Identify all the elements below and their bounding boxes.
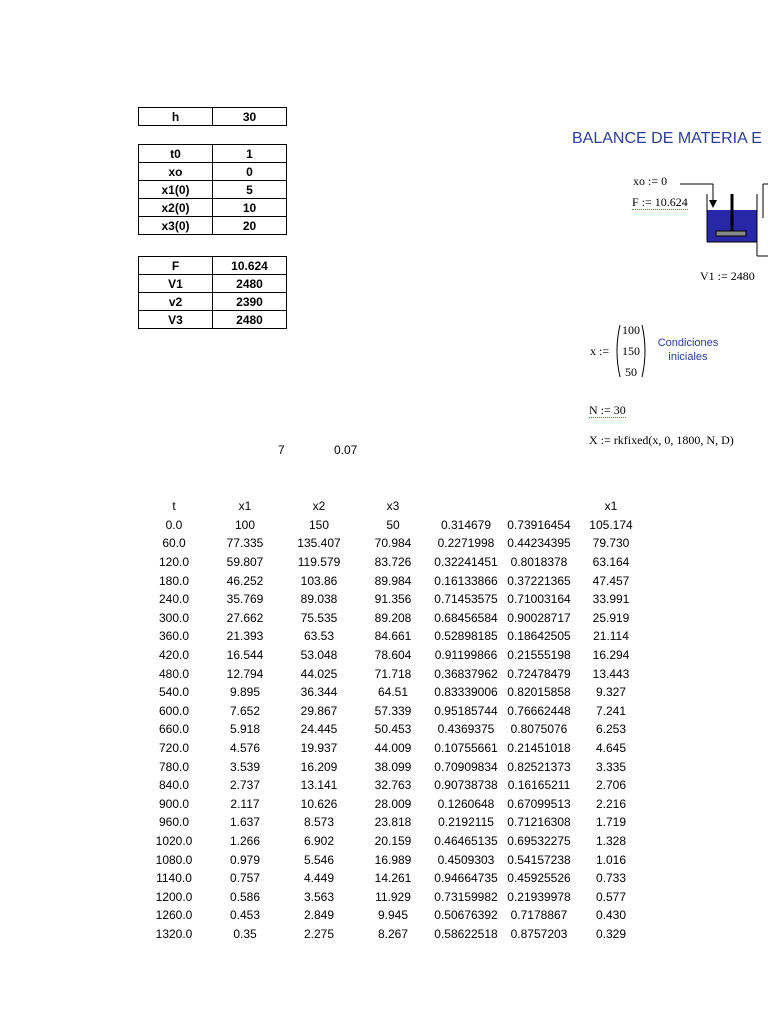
page-title: BALANCE DE MATERIA E (572, 130, 762, 147)
table-cell: 4.576 (229, 741, 261, 756)
param-label: V1 (139, 275, 213, 293)
table-cell: 83.726 (374, 555, 412, 570)
n-expression: N := 30 (589, 403, 626, 417)
table-cell: 0.95185744 (434, 703, 498, 718)
table-row (140, 590, 646, 609)
table-cell: 0.52898185 (434, 629, 498, 644)
table-cell: 16.989 (374, 852, 412, 867)
param-label: t0 (139, 145, 213, 163)
table-cell: 2.706 (595, 778, 627, 793)
table-cell: 135.407 (297, 536, 341, 551)
table-cell: 28.009 (374, 796, 412, 811)
table-cell: 21.114 (593, 629, 629, 644)
table-cell: 119.579 (297, 555, 341, 570)
column-header (430, 497, 502, 516)
table-cell: 70.984 (374, 536, 412, 551)
table-row (140, 887, 646, 906)
table-cell: 0.36837962 (434, 666, 498, 681)
param-row (139, 145, 287, 163)
param-row (139, 257, 287, 275)
table-cell: 46.252 (226, 573, 264, 588)
rkfixed-definition: X := rkfixed(x, 0, 1800, N, D) (589, 433, 734, 447)
x-vector-item: 150 (622, 344, 640, 358)
table-cell: 12.794 (226, 666, 264, 681)
param-label: V3 (139, 311, 213, 329)
column-header: x1 (238, 499, 252, 514)
table-cell: 25.919 (592, 610, 630, 625)
table-cell: 3.335 (595, 759, 627, 774)
table-cell: 50.453 (374, 722, 412, 737)
table-cell: 105.174 (589, 517, 633, 532)
param-value: 20 (213, 217, 287, 235)
table-row (140, 553, 646, 572)
xo-definition: xo := 0 (633, 174, 668, 188)
loose-value: 7 (278, 443, 285, 457)
table-cell: 0.72478479 (507, 666, 571, 681)
table-cell: 0.83339006 (434, 685, 498, 700)
table-cell: 660.0 (158, 722, 190, 737)
table-cell: 89.038 (300, 592, 338, 607)
table-cell: 4.449 (303, 871, 335, 886)
table-cell: 0.577 (595, 889, 627, 904)
table-cell: 91.356 (374, 592, 412, 607)
table-cell: 11.929 (375, 889, 411, 904)
param-row (139, 217, 287, 235)
tank-diagram (680, 178, 768, 270)
param-label: h (139, 108, 213, 126)
table-cell: 1.266 (229, 833, 261, 848)
table-cell: 900.0 (158, 796, 190, 811)
param-row (139, 311, 287, 329)
table-cell: 13.443 (592, 666, 630, 681)
table-cell: 0.32241451 (434, 555, 498, 570)
table-cell: 150 (308, 517, 330, 532)
table-row (140, 869, 646, 888)
table-cell: 840.0 (158, 778, 190, 793)
table-cell: 1140.0 (156, 871, 192, 886)
results-table (140, 497, 646, 943)
param-row (139, 181, 287, 199)
initial-conditions-note (650, 336, 726, 364)
table-cell: 0.94664735 (434, 871, 498, 886)
column-header: x3 (386, 499, 400, 514)
table-cell: 0.71216308 (507, 815, 571, 830)
table-row (140, 850, 646, 869)
table-cell: 0.91199866 (434, 648, 498, 663)
table-cell: 0.314679 (440, 517, 492, 532)
table-cell: 0.7178867 (510, 908, 568, 923)
column-header (502, 497, 576, 516)
table-cell: 24.445 (300, 722, 338, 737)
x-vector-item: 100 (622, 323, 640, 337)
param-value: 5 (213, 181, 287, 199)
table-cell: 23.818 (374, 815, 412, 830)
note-line: iniciales (668, 351, 708, 363)
table-cell: 0.2192115 (438, 815, 494, 830)
table-cell: 36.344 (300, 685, 338, 700)
table-cell: 6.902 (303, 833, 335, 848)
param-row-h (139, 108, 287, 126)
table-cell: 0.8075076 (510, 722, 568, 737)
param-table-h (138, 107, 287, 126)
table-cell: 2.117 (230, 796, 260, 811)
table-cell: 0.50676392 (434, 908, 498, 923)
param-value: 0 (213, 163, 287, 181)
table-cell: 0.35 (233, 926, 257, 941)
table-cell: 0.73159982 (434, 889, 498, 904)
table-cell: 4.645 (595, 741, 627, 756)
param-label: F (139, 257, 213, 275)
table-cell: 0.90738738 (434, 778, 498, 793)
param-value: 2480 (213, 311, 287, 329)
table-row (140, 646, 646, 665)
table-cell: 1260.0 (155, 908, 193, 923)
table-cell: 0.16165211 (507, 778, 571, 793)
table-cell: 2.737 (229, 778, 261, 793)
table-cell: 8.267 (377, 926, 409, 941)
table-cell: 0.4509303 (437, 852, 495, 867)
table-cell: 0.90028717 (507, 610, 571, 625)
table-row (140, 683, 646, 702)
table-cell: 1200.0 (155, 889, 193, 904)
table-cell: 44.009 (374, 741, 412, 756)
table-cell: 0.733 (595, 871, 627, 886)
table-cell: 0.54157238 (507, 852, 571, 867)
table-row (140, 627, 646, 646)
param-label: xo (139, 163, 213, 181)
table-cell: 84.661 (374, 629, 412, 644)
table-cell: 2.216 (595, 796, 627, 811)
table-cell: 20.159 (374, 833, 412, 848)
table-cell: 9.327 (595, 685, 627, 700)
table-cell: 79.730 (592, 536, 630, 551)
table-cell: 0.4369375 (437, 722, 495, 737)
table-cell: 78.604 (374, 648, 412, 663)
table-cell: 0.8018378 (510, 555, 568, 570)
feed-expression: F := 10.624 (632, 195, 688, 209)
table-cell: 720.0 (158, 741, 190, 756)
table-cell: 2.849 (303, 908, 335, 923)
table-cell: 1.328 (595, 833, 627, 848)
table-row (140, 832, 646, 851)
table-cell: 300.0 (158, 610, 190, 625)
x-vector-item: 50 (625, 365, 637, 379)
table-cell: 33.991 (592, 592, 630, 607)
param-table-flows (138, 256, 287, 329)
table-cell: 0.68456584 (434, 610, 498, 625)
table-cell: 0.71003164 (507, 592, 571, 607)
table-cell: 1.637 (229, 815, 261, 830)
loose-value: 0.07 (334, 443, 358, 457)
table-cell: 0.430 (595, 908, 627, 923)
table-cell: 89.208 (374, 610, 412, 625)
table-cell: 63.164 (592, 555, 630, 570)
table-cell: 14.261 (374, 871, 412, 886)
column-header: t (172, 499, 176, 514)
param-value: 30 (213, 108, 287, 126)
param-row (139, 293, 287, 311)
table-cell: 0.21451018 (507, 741, 571, 756)
table-cell: 540.0 (158, 685, 190, 700)
param-label: x2(0) (139, 199, 213, 217)
table-cell: 0.8757203 (510, 926, 568, 941)
table-row (140, 813, 646, 832)
table-cell: 0.979 (229, 852, 261, 867)
table-cell: 7.652 (229, 703, 261, 718)
table-cell: 0.76662448 (507, 703, 571, 718)
table-cell: 75.535 (300, 610, 338, 625)
table-cell: 0.69532275 (507, 833, 571, 848)
table-cell: 32.763 (374, 778, 412, 793)
table-cell: 480.0 (158, 666, 190, 681)
table-cell: 120.0 (158, 555, 190, 570)
table-cell: 1.016 (595, 852, 627, 867)
param-row (139, 199, 287, 217)
n-definition (589, 403, 626, 418)
table-cell: 10.626 (300, 796, 338, 811)
param-label: x3(0) (139, 217, 213, 235)
table-cell: 27.662 (226, 610, 264, 625)
table-cell: 64.51 (377, 685, 409, 700)
table-cell: 0.70909834 (434, 759, 498, 774)
table-cell: 38.099 (374, 759, 412, 774)
table-cell: 0.21555198 (507, 648, 571, 663)
table-cell: 5.546 (303, 852, 335, 867)
table-cell: 16.544 (226, 648, 264, 663)
table-cell: 16.209 (300, 759, 338, 774)
param-value: 2480 (213, 275, 287, 293)
table-cell: 0.757 (229, 871, 261, 886)
table-cell: 0.82015858 (507, 685, 571, 700)
table-cell: 0.44234395 (507, 536, 571, 551)
table-cell: 1020.0 (155, 833, 193, 848)
param-value: 1 (213, 145, 287, 163)
table-cell: 240.0 (158, 592, 190, 607)
table-cell: 360.0 (158, 629, 190, 644)
table-row (140, 795, 646, 814)
table-row (140, 609, 646, 628)
table-cell: 77.335 (226, 536, 264, 551)
table-cell: 0.586 (229, 889, 261, 904)
table-cell: 5.918 (229, 722, 261, 737)
table-cell: 63.53 (303, 629, 335, 644)
table-cell: 0.45925526 (507, 871, 571, 886)
param-value: 10 (213, 199, 287, 217)
table-cell: 0.73916454 (507, 517, 571, 532)
table-cell: 60.0 (162, 536, 186, 551)
table-cell: 19.937 (300, 741, 338, 756)
table-row (140, 664, 646, 683)
column-header: x1 (604, 499, 618, 514)
table-cell: 600.0 (158, 703, 190, 718)
table-cell: 9.945 (377, 908, 409, 923)
table-cell: 0.46465135 (434, 833, 498, 848)
table-cell: 420.0 (158, 648, 190, 663)
table-cell: 8.573 (303, 815, 335, 830)
param-row (139, 163, 287, 181)
table-cell: 21.393 (226, 629, 264, 644)
table-cell: 0.67099513 (507, 796, 571, 811)
table-cell: 100 (234, 517, 256, 532)
param-label: v2 (139, 293, 213, 311)
table-cell: 1.719 (595, 815, 627, 830)
table-cell: 0.16133866 (434, 573, 498, 588)
table-cell: 180.0 (158, 573, 190, 588)
table-cell: 1080.0 (155, 852, 193, 867)
table-cell: 57.339 (374, 703, 412, 718)
table-cell: 59.807 (226, 555, 264, 570)
table-cell: 1320.0 (155, 926, 193, 941)
v1-definition: V1 := 2480 (700, 269, 755, 283)
table-cell: 44.025 (300, 666, 338, 681)
table-row (140, 906, 646, 925)
inlet-arrow-icon (709, 200, 717, 208)
table-cell: 50 (386, 517, 400, 532)
param-value: 2390 (213, 293, 287, 311)
param-label: x1(0) (139, 181, 213, 199)
x-vector-label: x := (590, 344, 610, 358)
table-row (140, 739, 646, 758)
table-cell: 71.718 (374, 666, 412, 681)
table-cell: 7.241 (595, 703, 627, 718)
table-cell: 3.563 (303, 889, 335, 904)
table-row (140, 776, 646, 795)
table-header-row (140, 497, 646, 516)
table-cell: 16.294 (592, 648, 630, 663)
table-cell: 0.2271998 (437, 536, 495, 551)
table-cell: 103.86 (300, 573, 338, 588)
param-table-initial (138, 144, 287, 235)
table-cell: 47.457 (592, 573, 630, 588)
table-cell: 53.048 (300, 648, 338, 663)
table-row (140, 571, 646, 590)
param-row (139, 275, 287, 293)
table-cell: 2.275 (303, 926, 335, 941)
table-cell: 0.10755661 (434, 741, 498, 756)
table-cell: 6.253 (595, 722, 627, 737)
table-row (140, 757, 646, 776)
table-cell: 0.453 (229, 908, 261, 923)
table-cell: 960.0 (158, 815, 190, 830)
column-header: x2 (312, 499, 326, 514)
table-row (140, 720, 646, 739)
table-cell: 0.21939978 (507, 889, 571, 904)
table-cell: 35.769 (226, 592, 264, 607)
table-cell: 0.58622518 (434, 926, 498, 941)
table-cell: 13.141 (300, 778, 338, 793)
table-cell: 89.984 (374, 573, 412, 588)
param-value: 10.624 (213, 257, 287, 275)
table-cell: 0.82521373 (507, 759, 571, 774)
table-cell: 0.18642505 (507, 629, 571, 644)
agitator-blade (716, 231, 746, 236)
table-cell: 9.895 (229, 685, 261, 700)
table-cell: 0.71453575 (434, 592, 498, 607)
table-cell: 0.1260648 (437, 796, 495, 811)
table-row (140, 516, 646, 535)
table-cell: 780.0 (158, 759, 190, 774)
table-row (140, 534, 646, 553)
table-row (140, 702, 646, 721)
table-cell: 0.0 (165, 517, 183, 532)
note-line: Condiciones (657, 337, 719, 349)
table-cell: 29.867 (300, 703, 338, 718)
table-cell: 3.539 (229, 759, 261, 774)
table-cell: 0.329 (595, 926, 627, 941)
table-row (140, 925, 646, 944)
table-cell: 0.37221365 (507, 573, 571, 588)
